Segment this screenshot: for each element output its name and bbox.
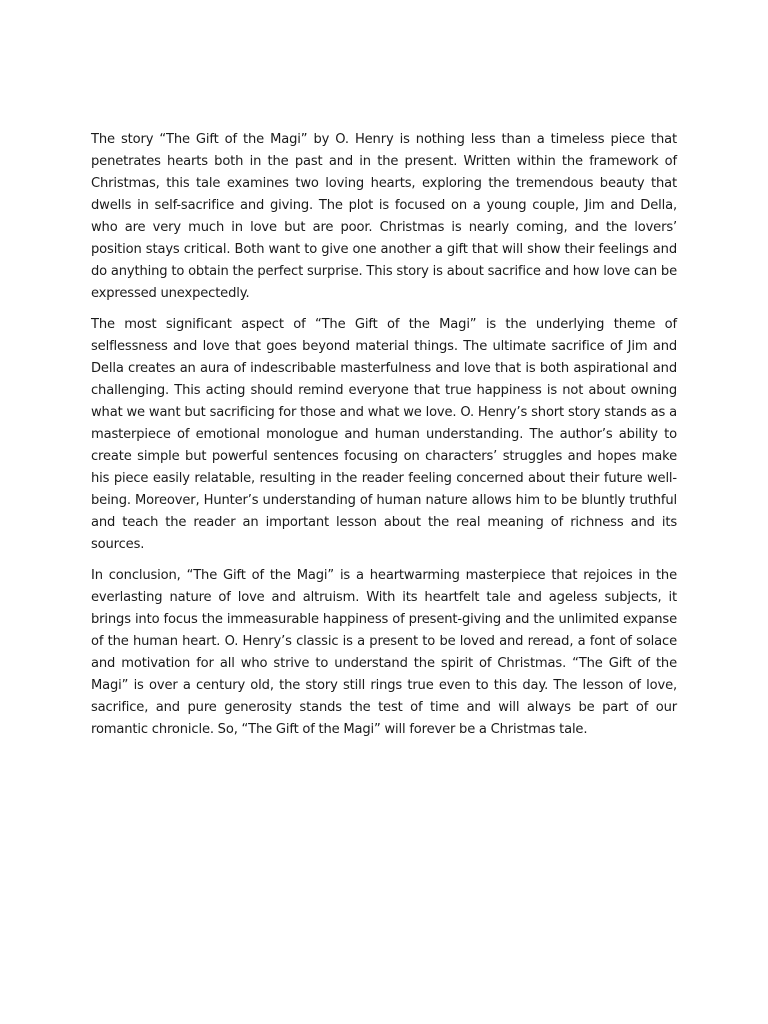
paragraph-introduction: The story “The Gift of the Magi” by O. Henry is nothing less than a timeless piece that penetrates hearts both in the past and in the present. Written within the framework of Christmas, this tale examines two loving hearts, exploring the tremendous beauty that dwells in self-sacrifice and giving. The plot is focused on a young couple, Jim and Della, who are very much in love but are poor. Christmas is nearly coming, and the lovers’ position stays critical. Both want to give one another a gift that will show their feelings and do anything to obtain the perfect surprise. This story is about sacrifice and how love can be expressed unexpectedly. [91,132,677,301]
paragraph-body: The most significant aspect of “The Gift of the Magi” is the underlying theme of selflessness and love that goes beyond material things. The ultimate sacrifice of Jim and Della creates an aura of indescribable masterfulness and love that is both aspirational and challenging. This acting should remind everyone that true happiness is not about owning what we want but sacrificing for those and what we love. O. Henry’s short story stands as a masterpiece of emotional monologue and human understanding. The author’s ability to create simple but powerful sentences focusing on characters’ struggles and hopes make his piece easily relatable, resulting in the reader feeling concerned about their future well-being. Moreover, Hunter’s understanding of human nature allows him to be bluntly truthful and teach the reader an important lesson about the real meaning of richness and its sources. [91,317,677,552]
paragraph-conclusion: In conclusion, “The Gift of the Magi” is a heartwarming masterpiece that rejoices in the everlasting nature of love and altruism. With its heartfelt tale and ageless subjects, it brings into focus the immeasurable happiness of present-giving and the unlimited expanse of the human heart. O. Henry’s classic is a present to be loved and reread, a font of solace and motivation for all who strive to understand the spirit of Christmas. “The Gift of the Magi” is over a century old, the story still rings true even to this day. The lesson of love, sacrifice, and pure generosity stands the test of time and will always be part of our romantic chronicle. So, “The Gift of the Magi” will forever be a Christmas tale. [91,568,677,737]
document-body [91,129,677,750]
